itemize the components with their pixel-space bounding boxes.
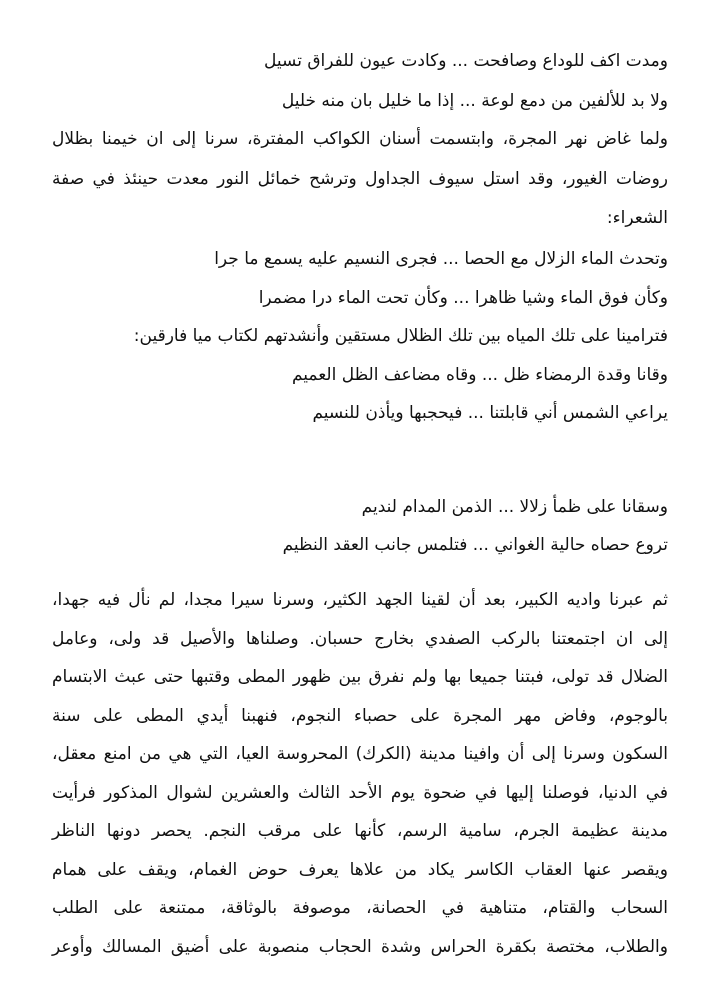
poem-verse: ومدت اكف للوداع وصافحت ... وكادت عيون للفراق تسيل: [264, 51, 668, 71]
prose-line: السكون وسرنا إلى أن وافينا مدينة (الكرك) المحروسة العيا، التي هي من امنع معقل،: [52, 744, 668, 764]
poem-verse: ولا بد للألفين من دمع لوعة ... إذا ما خليل بان منه خليل: [281, 91, 668, 111]
prose-line: والطلاب، مختصة بكقرة الحراس وشدة الحجاب منصوبة على أضيق المسالك وأوعر: [52, 937, 668, 957]
poem-verse: يراعي الشمس أني قابلتنا ... فيحجبها ويأذن للنسيم: [312, 403, 668, 423]
prose-line: روضات الغيور، وقد استل سيوف الجداول وترشح خمائل النور معدت حينئذ في صفة: [52, 169, 668, 189]
prose-line: الشعراء:: [606, 208, 668, 228]
prose-line: إلى ان اجتمعتنا بالركب الصفدي بخارج حسبان. وصلناها والأصيل قد ولى، وعامل: [52, 629, 668, 649]
prose-line: ثم عبرنا واديه الكبير، بعد أن لقينا الجهد الكثير، وسرنا سيرا مجدا، لم نأل فيه جهدا،: [52, 590, 668, 610]
prose-line: الضلال قد تولى، فبتنا جميعا بها ولم نفرق بين ظهور المطى وقتبها حتى عبث الابتسام: [52, 667, 668, 687]
prose-line: ولما غاض نهر المجرة، وابتسمت أسنان الكواكب المفترة، سرنا إلى ان خيمنا بظلال: [52, 129, 668, 149]
poem-verse: وتحدث الماء الزلال مع الحصا ... فجرى النسيم عليه يسمع ما جرا: [214, 249, 668, 269]
prose-line: السحاب والقتام، متناهية في الحصانة، موصوفة بالوثاقة، ممتنعة على الطلب: [52, 898, 668, 918]
prose-line: في الدنيا، فوصلنا إليها في ضحوة يوم الأحد الثالث والعشرين لشوال المذكور فرأيت: [52, 783, 668, 803]
prose-line: بالوجوم، وفاض مهر المجرة على حصباء النجوم، فنهبنا أيدي المطى على سنة: [52, 706, 668, 726]
poem-verse: وقانا وقدة الرمضاء ظل ... وقاه مضاعف الظل العميم: [291, 365, 668, 385]
poem-verse: وكأن فوق الماء وشيا ظاهرا ... وكأن تحت الماء درا مضمرا: [258, 288, 668, 308]
prose-line: ويقصر عنها العقاب الكاسر يكاد من علاها يعرف حوض الغمام، ويقف على همام: [52, 860, 668, 880]
prose-line: فترامينا على تلك المياه بين تلك الظلال مستقين وأنشدتهم لكتاب ميا فارقين:: [133, 326, 668, 346]
prose-line: مدينة عظيمة الجرم، سامية الرسم، كأنها على مرقب النجم. يحصر دونها الناظر: [52, 821, 668, 841]
poem-verse: وسقانا على ظمأ زلالا ... الذمن المدام لنديم: [361, 497, 668, 517]
poem-verse: تروع حصاه حالية الغواني ... فتلمس جانب العقد النظيم: [282, 535, 668, 555]
